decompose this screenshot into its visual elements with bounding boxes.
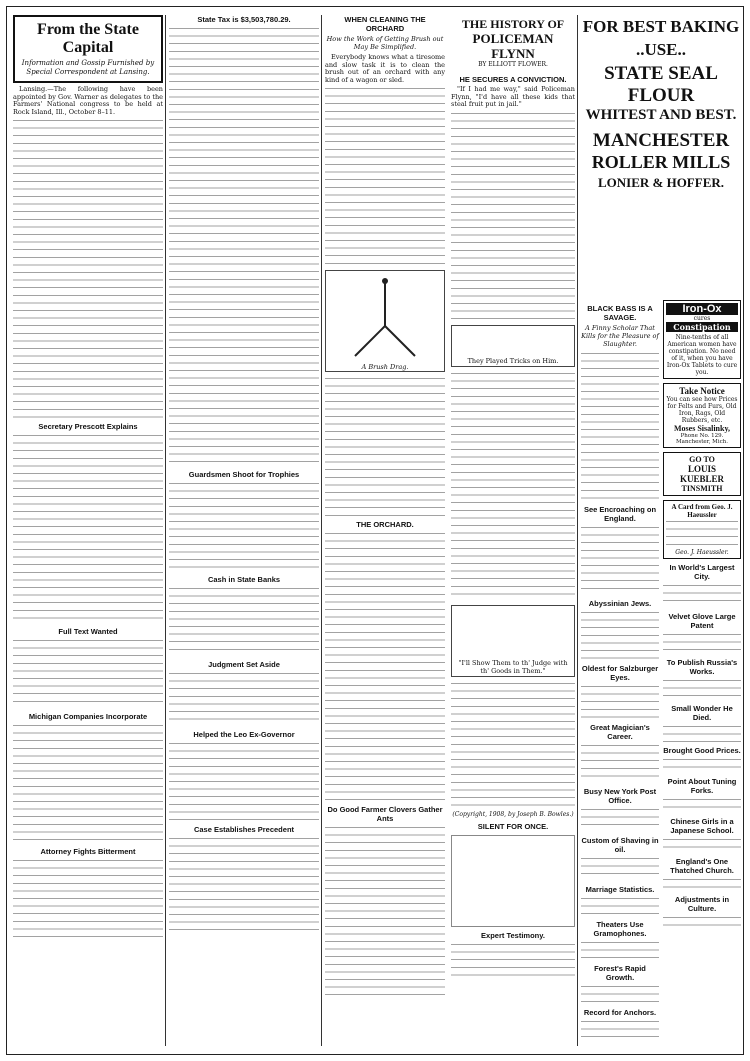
article-body — [663, 837, 741, 853]
figure-caption: They Played Tricks on Him. — [467, 356, 559, 365]
figure-judge — [451, 605, 575, 677]
card-sign: Geo. J. Haeussler. — [675, 549, 729, 556]
state-capital-subtitle: Information and Gossip Furnished by Special Correspondent at Lansing. — [21, 59, 155, 76]
article-body — [663, 757, 741, 773]
article-body — [451, 942, 575, 982]
flour-line-4: WHITEST AND BEST. — [585, 107, 737, 123]
column-orchard-flynn — [325, 15, 575, 1048]
article-body — [581, 940, 659, 960]
article-body — [451, 111, 575, 321]
section-head: Forest's Rapid Growth. — [594, 964, 646, 982]
article-body — [663, 724, 741, 742]
section-head: Judgment Set Aside — [208, 660, 280, 669]
column-rule — [577, 15, 578, 1046]
section-head: Oldest for Salzburger Eyes. — [581, 664, 659, 682]
article-body — [663, 583, 741, 608]
section-head: England's One Thatched Church. — [670, 857, 734, 875]
section-head: To Publish Russia's Works. — [666, 658, 738, 676]
section-head: See Encroaching on England. — [583, 505, 657, 523]
article-body — [581, 610, 659, 660]
section-head: Small Wonder He Died. — [671, 704, 733, 722]
article-body — [663, 915, 741, 929]
article-body — [169, 481, 319, 571]
article-body — [581, 896, 659, 916]
article-body — [663, 632, 741, 654]
section-head: Chinese Girls in a Japanese School. — [670, 817, 734, 835]
section-subhead: A Finny Scholar That Kills for the Pleasure of Slaughter. — [581, 324, 659, 348]
article-body — [663, 877, 741, 891]
column-rule — [321, 15, 322, 1046]
section-head: Full Text Wanted — [58, 627, 118, 637]
article-body — [325, 825, 445, 995]
article-body — [663, 678, 741, 700]
flynn-lead: "If I had me way," said Policeman Flynn, "I'd have all these kids that steal fruit put in jail." — [451, 85, 575, 109]
section-head: Secretary Prescott Explains — [38, 422, 138, 432]
notice-ad — [663, 383, 741, 448]
article-body — [451, 681, 575, 811]
article-body — [169, 586, 319, 656]
section-head: Attorney Fights Bitterment — [40, 847, 136, 857]
figure-silent — [451, 835, 575, 927]
article-body — [13, 118, 163, 418]
go-to: GO TO — [689, 455, 715, 464]
article-body — [581, 525, 659, 595]
section-head: Abyssinian Jews. — [588, 599, 652, 608]
kuebler-name: LOUIS KUEBLER — [679, 464, 724, 484]
section-head: Michigan Companies Incorporate — [28, 712, 148, 722]
state-capital-lead: Lansing.—The following have been appointed by Gov. Warner as delegates to the Farmers' National congress to be held at Rock Island, Ill., October 8–11. — [13, 85, 163, 116]
copyright-line: (Copyright, 1908, by Joseph B. Bowles.) — [452, 810, 574, 818]
article-body — [13, 638, 163, 708]
article-body — [581, 856, 659, 881]
right-briefs-a — [581, 300, 659, 1037]
state-capital-title: From the State Capital — [37, 21, 139, 56]
state-capital-header — [13, 15, 163, 83]
column-state-news — [169, 15, 319, 1048]
flour-line-1: FOR BEST BAKING — [582, 17, 740, 36]
dealer-name: Moses Sisalinky, — [673, 424, 730, 433]
orchard-subtitle: How the Work of Getting Brush out May Be Simplified. — [326, 35, 444, 51]
mills-line-1: MANCHESTER — [592, 130, 730, 151]
section-head: Busy New York Post Office. — [583, 787, 657, 805]
dealer-address: Phone No. 129. Manchester, Mich. — [676, 433, 728, 445]
article-body — [581, 351, 659, 501]
article-body — [13, 858, 163, 938]
column-state-capital — [13, 15, 163, 1048]
section-head: State Tax is $3,503,780.29. — [197, 15, 291, 24]
card-body — [666, 519, 738, 549]
notice-title: Take Notice — [679, 386, 725, 396]
section-head: BLACK BASS IS A SAVAGE. — [587, 304, 653, 322]
newspaper-page — [6, 6, 744, 1055]
section-head: Adjustments in Culture. — [674, 895, 730, 913]
article-body — [581, 684, 659, 719]
ironox-sub: cures — [693, 315, 711, 322]
section-head: Marriage Statistics. — [585, 885, 655, 894]
column-rule — [165, 15, 166, 1046]
column-ads — [581, 15, 741, 1048]
mills-line-3: LONIER & HOFFER. — [597, 175, 725, 190]
flour-line-3: STATE SEAL FLOUR — [604, 63, 718, 106]
flour-ad — [581, 15, 741, 197]
flynn-title-2: POLICEMAN FLYNN — [472, 31, 554, 61]
section-head: Record for Anchors. — [583, 1008, 657, 1017]
figure-caption: "I'll Show Them to th' Judge with th' Goods in Them." — [458, 658, 568, 675]
article-body — [169, 26, 319, 466]
article-body — [325, 376, 445, 516]
brush-drag-illustration — [330, 271, 440, 361]
ironox-name: Iron-Ox — [666, 303, 738, 315]
orchard-article — [325, 15, 445, 1048]
brush-drag-figure — [325, 270, 445, 372]
article-body — [581, 1019, 659, 1037]
orchard-lead: Everybody knows what a tiresome and slow task it is to clean the brush out of an orchard with any kind of a wagon or sled. — [325, 53, 445, 84]
card-title: A Card from Geo. J. Haeussler — [671, 503, 733, 519]
flynn-masthead — [451, 15, 575, 71]
section-head: In World's Largest City. — [669, 563, 735, 581]
flynn-title-1: THE HISTORY OF — [461, 17, 565, 31]
section-head: Theaters Use Gramophones. — [593, 920, 647, 938]
article-body — [13, 723, 163, 843]
kuebler-ad — [663, 452, 741, 496]
ironox-body: Nine-tenths of all American women have constipation. No need of it, when you have Iron-Ox Tablets to cure you. — [666, 334, 738, 376]
section-head: Brought Good Prices. — [663, 746, 741, 755]
section-head: Cash in State Banks — [207, 575, 281, 584]
section-head: Great Magician's Career. — [590, 723, 650, 741]
article-body — [451, 371, 575, 601]
mills-line-2: ROLLER MILLS — [591, 152, 731, 172]
ironox-ad — [663, 300, 741, 379]
article-body — [169, 671, 319, 726]
section-head: Helped the Leo Ex-Governor — [193, 730, 295, 739]
figure-caption: A Brush Drag. — [361, 363, 409, 372]
flynn-byline: BY ELLIOTT FLOWER. — [478, 61, 548, 68]
ironox-word: Constipation — [666, 322, 738, 332]
section-head: Case Establishes Precedent — [193, 825, 295, 834]
article-body — [325, 531, 445, 801]
section-head: THE ORCHARD. — [356, 520, 414, 530]
article-body — [581, 807, 659, 832]
article-body — [581, 743, 659, 783]
figure-tricks — [451, 325, 575, 367]
flynn-article — [451, 15, 575, 1048]
article-body — [169, 741, 319, 821]
section-head: SILENT FOR ONCE. — [477, 821, 549, 831]
section-head: Point About Tuning Forks. — [667, 777, 737, 795]
section-head: Velvet Glove Large Patent — [668, 612, 736, 630]
article-body — [325, 86, 445, 266]
section-head: Guardsmen Shoot for Trophies — [188, 470, 300, 479]
chapter-title: HE SECURES A CONVICTION. — [459, 75, 567, 84]
orchard-title: WHEN CLEANING THE ORCHARD — [344, 15, 426, 33]
haeussler-card — [663, 500, 741, 559]
notice-body: You can see how Prices for Felts and Furs, Old Iron, Rags, Old Rubbers, etc. — [666, 396, 738, 424]
section-head: Expert Testimony. — [481, 930, 545, 940]
flour-line-2: ..USE.. — [635, 40, 687, 59]
section-head: Do Good Farmer Clovers Gather Ants — [327, 805, 443, 824]
tinsmith-label: TINSMITH — [681, 484, 723, 493]
article-body — [581, 984, 659, 1004]
section-head: Custom of Shaving in oil. — [581, 836, 659, 854]
article-body — [663, 797, 741, 813]
article-body — [13, 433, 163, 623]
right-ads-b — [663, 300, 741, 929]
article-body — [169, 836, 319, 936]
